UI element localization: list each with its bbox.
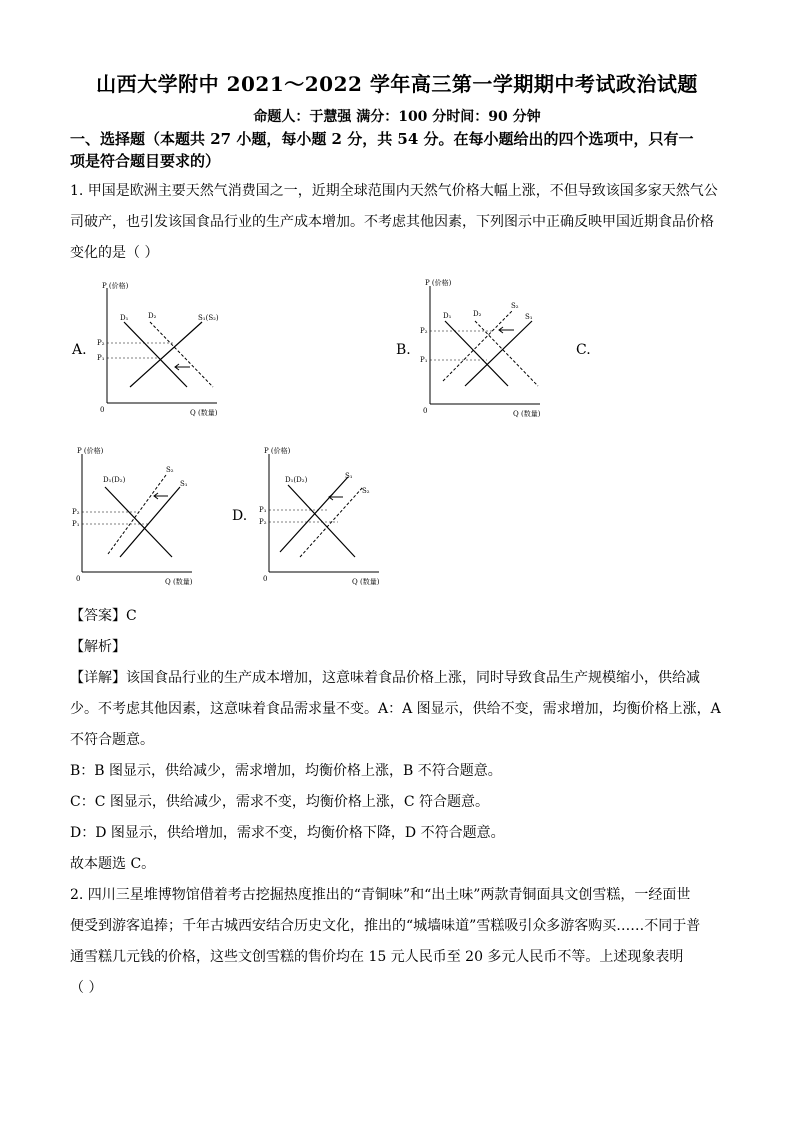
y-axis-label: P (价格)	[77, 447, 104, 455]
y-axis-label: P (价格)	[425, 279, 452, 287]
y-axis-label: P (价格)	[264, 447, 291, 455]
p2-label: P₂	[420, 327, 428, 335]
s1-label: S₁	[345, 472, 353, 480]
exam-info: 命题人：于慧强 满分：100 分时间：90 分钟	[253, 109, 541, 125]
q2-stem-line2: 便受到游客追捧；千年古城西安结合历史文化，推出的“城墙味道”雪糕吸引众多游客购买……不同于普	[70, 918, 701, 934]
page-title: 山西大学附中 2021～2022 学年高三第一学期期中考试政治试题	[96, 72, 698, 96]
s1-label: S₁	[525, 313, 533, 321]
demand-curve-d2	[150, 322, 213, 387]
demand-curve-d	[105, 487, 172, 557]
d-label: D₁(D₂)	[285, 476, 308, 484]
explain-d: D：D 图显示，供给增加，需求不变，均衡价格下降，D 不符合题意。	[70, 825, 505, 841]
d1-label: D₁	[120, 314, 129, 322]
origin-label: 0	[263, 575, 268, 583]
d1-label: D₁	[443, 312, 452, 320]
q1-stem-line3: 变化的是（ ）	[70, 245, 159, 261]
x-axis-label: Q (数量)	[165, 578, 193, 586]
q2-stem-line1: 2. 四川三星堆博物馆借着考古挖掘热度推出的“青铜味”和“出土味”两款青铜面具文创雪糕，一经面世	[70, 887, 691, 903]
detail-line1: 【详解】该国食品行业的生产成本增加，这意味着食品价格上涨，同时导致食品生产规模缩小，供给减	[70, 670, 700, 686]
section-heading-line2: 项是符合题目要求的）	[70, 152, 221, 170]
s1-label: S₁	[180, 480, 188, 488]
diagram-c	[70, 442, 230, 587]
detail-line3: 不符合题意。	[70, 732, 154, 748]
x-axis-label: Q (数量)	[513, 410, 541, 418]
d2-label: D₂	[473, 310, 482, 318]
option-c-label: C.	[576, 342, 591, 358]
diagram-d	[255, 442, 415, 587]
supply-curve-s	[130, 322, 202, 387]
p2-label: P₂	[259, 518, 267, 526]
q1-stem-line2: 司破产，也引发该国食品行业的生产成本增加。不考虑其他因素，下列图示中正确反映甲国近期食品价格	[70, 214, 714, 230]
option-b-label: B.	[396, 342, 411, 358]
q2-stem-line3: 通雪糕几元钱的价格，这些文创雪糕的售价均在 15 元人民币至 20 多元人民币不等。上述现象表明	[70, 949, 684, 965]
origin-label: 0	[100, 406, 105, 414]
p1-label: P₁	[72, 520, 80, 528]
demand-curve-d	[288, 485, 355, 557]
q1-stem-line1: 1. 甲国是欧洲主要天然气消费国之一，近期全球范围内天然气价格大幅上涨，不但导致该国多家天然气公	[70, 183, 718, 199]
explain-b: B：B 图显示，供给减少，需求增加，均衡价格上涨，B 不符合题意。	[70, 763, 502, 779]
conclusion: 故本题选 C。	[70, 856, 156, 872]
option-a-label: A.	[72, 342, 87, 358]
demand-curve-d2	[475, 321, 538, 386]
p1-label: P₁	[259, 506, 267, 514]
s2-label: S₂	[362, 487, 370, 495]
p1-label: P₁	[420, 356, 428, 364]
detail-line2: 少。不考虑其他因素，这意味着食品需求量不变。A：A 图显示，供给不变，需求增加，均衡价格上涨，A	[70, 701, 721, 717]
supply-curve-s2	[443, 311, 512, 381]
diagram-b	[415, 276, 575, 421]
option-d-label: D.	[232, 508, 248, 524]
demand-curve-d1	[124, 322, 187, 387]
x-axis-label: Q (数量)	[190, 409, 218, 417]
y-axis-label: P (价格)	[102, 282, 129, 290]
origin-label: 0	[76, 575, 81, 583]
section-heading-line1: 一、选择题（本题共 27 小题，每小题 2 分，共 54 分。在每小题给出的四个选项中，只有一	[70, 130, 694, 148]
d-label: D₁(D₂)	[103, 476, 126, 484]
x-axis-label: Q (数量)	[352, 578, 380, 586]
p2-label: P₂	[72, 508, 80, 516]
p2-label: P₂	[97, 339, 105, 347]
explain-c: C：C 图显示，供给减少，需求不变，均衡价格上涨，C 符合题意。	[70, 794, 490, 810]
s2-label: S₂	[511, 302, 519, 310]
p1-label: P₁	[97, 354, 105, 362]
d2-label: D₂	[148, 312, 157, 320]
q2-stem-line4: （ ）	[70, 980, 103, 996]
s2-label: S₂	[166, 466, 174, 474]
s-label: S₁(S₂)	[198, 314, 219, 322]
origin-label: 0	[423, 407, 428, 415]
section-heading	[70, 128, 730, 172]
diagram-a	[92, 280, 252, 420]
analysis-heading: 【解析】	[70, 639, 126, 655]
answer-line: 【答案】C	[70, 608, 137, 624]
